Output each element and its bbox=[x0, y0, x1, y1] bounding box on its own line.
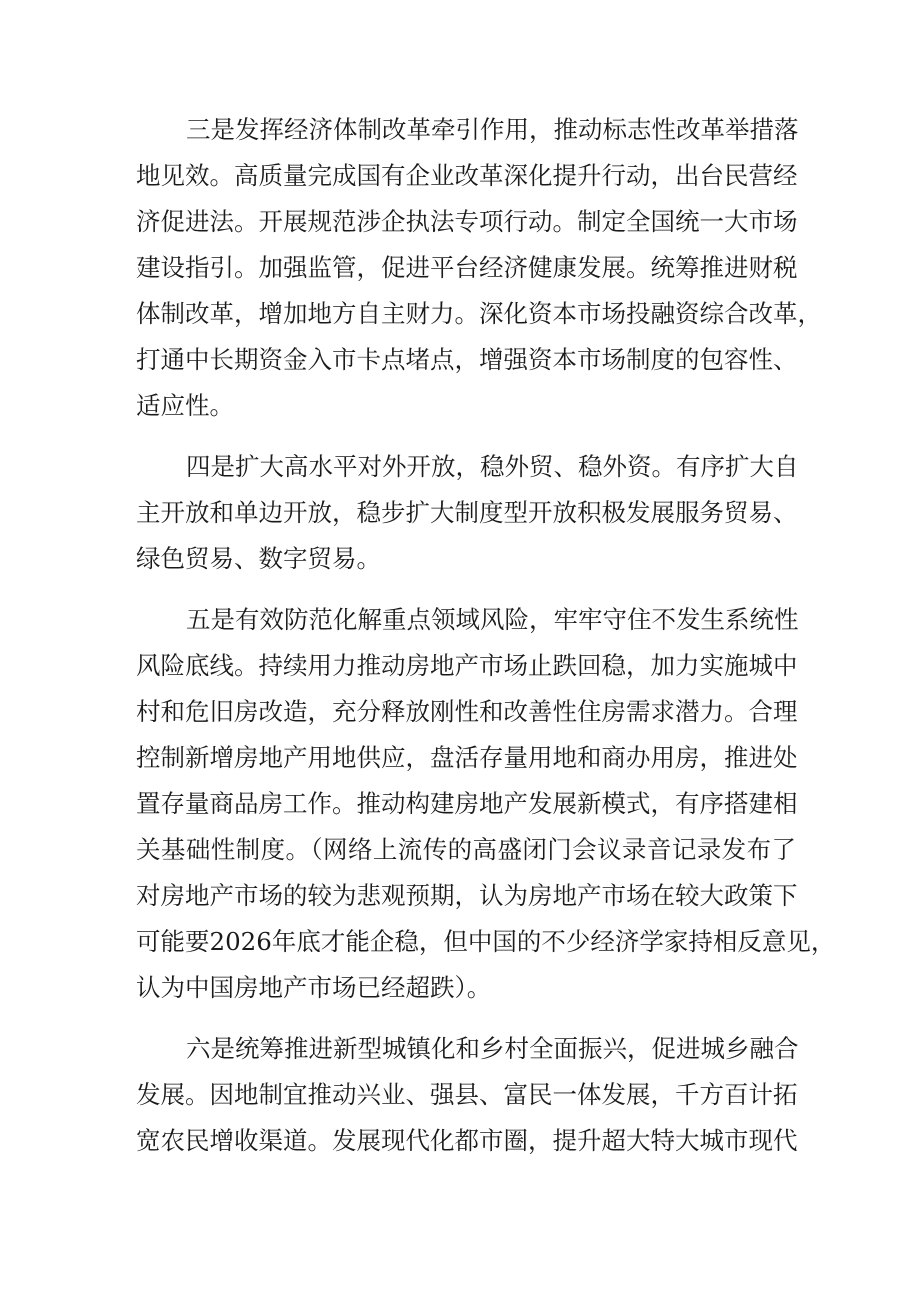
paragraph-6-line-2: 发展。因地制宜推动兴业、强县、富民一体发展，千方百计拓 bbox=[136, 1080, 798, 1109]
paragraph-6-line-3: 宽农民增收渠道。发展现代化都市圈，提升超大特大城市现代 bbox=[136, 1126, 798, 1155]
document-page bbox=[136, 0, 836, 1301]
paragraph-5-line-6: 关基础性制度。（网络上流传的高盛闭门会议录音记录发布了 bbox=[136, 835, 796, 864]
paragraph-5-line-8: 可能要2026年底才能企稳，但中国的不少经济学家持相反意见， bbox=[136, 927, 836, 956]
paragraph-3-line-1: 三是发挥经济体制改革牵引作用，推动标志性改革举措落 bbox=[186, 115, 799, 144]
paragraph-6-line-1: 六是统筹推进新型城镇化和乡村全面振兴，促进城乡融合 bbox=[186, 1034, 799, 1063]
paragraph-4-line-1: 四是扩大高水平对外开放，稳外贸、稳外资。有序扩大自 bbox=[186, 452, 799, 481]
paragraph-5-line-5: 置存量商品房工作。推动构建房地产发展新模式，有序搭建相 bbox=[136, 789, 798, 818]
paragraph-4-line-3: 绿色贸易、数字贸易。 bbox=[136, 544, 381, 573]
paragraph-5-line-1: 五是有效防范化解重点领域风险，牢牢守住不发生系统性 bbox=[186, 605, 799, 634]
paragraph-3-line-5: 体制改革，增加地方自主财力。深化资本市场投融资综合改革， bbox=[136, 299, 822, 328]
paragraph-3-line-3: 济促进法。开展规范涉企执法专项行动。制定全国统一大市场 bbox=[136, 207, 798, 236]
paragraph-5-line-4: 控制新增房地产用地供应，盘活存量用地和商办用房，推进处 bbox=[136, 743, 798, 772]
paragraph-3-line-7: 适应性。 bbox=[136, 391, 234, 420]
paragraph-5-line-3: 村和危旧房改造，充分释放刚性和改善性住房需求潜力。合理 bbox=[136, 697, 798, 726]
paragraph-5-line-7: 对房地产市场的较为悲观预期，认为房地产市场在较大政策下 bbox=[136, 881, 798, 910]
paragraph-4-line-2: 主开放和单边开放，稳步扩大制度型开放积极发展服务贸易、 bbox=[136, 498, 798, 527]
paragraph-3-line-4: 建设指引。加强监管，促进平台经济健康发展。统筹推进财税 bbox=[136, 253, 798, 282]
paragraph-5-line-9: 认为中国房地产市场已经超跌）。 bbox=[136, 973, 492, 1002]
paragraph-3-line-6: 打通中长期资金入市卡点堵点，增强资本市场制度的包容性、 bbox=[136, 345, 798, 374]
paragraph-5-line-2: 风险底线。持续用力推动房地产市场止跌回稳，加力实施城中 bbox=[136, 651, 798, 680]
paragraph-3-line-2: 地见效。高质量完成国有企业改革深化提升行动，出台民营经 bbox=[136, 161, 798, 190]
